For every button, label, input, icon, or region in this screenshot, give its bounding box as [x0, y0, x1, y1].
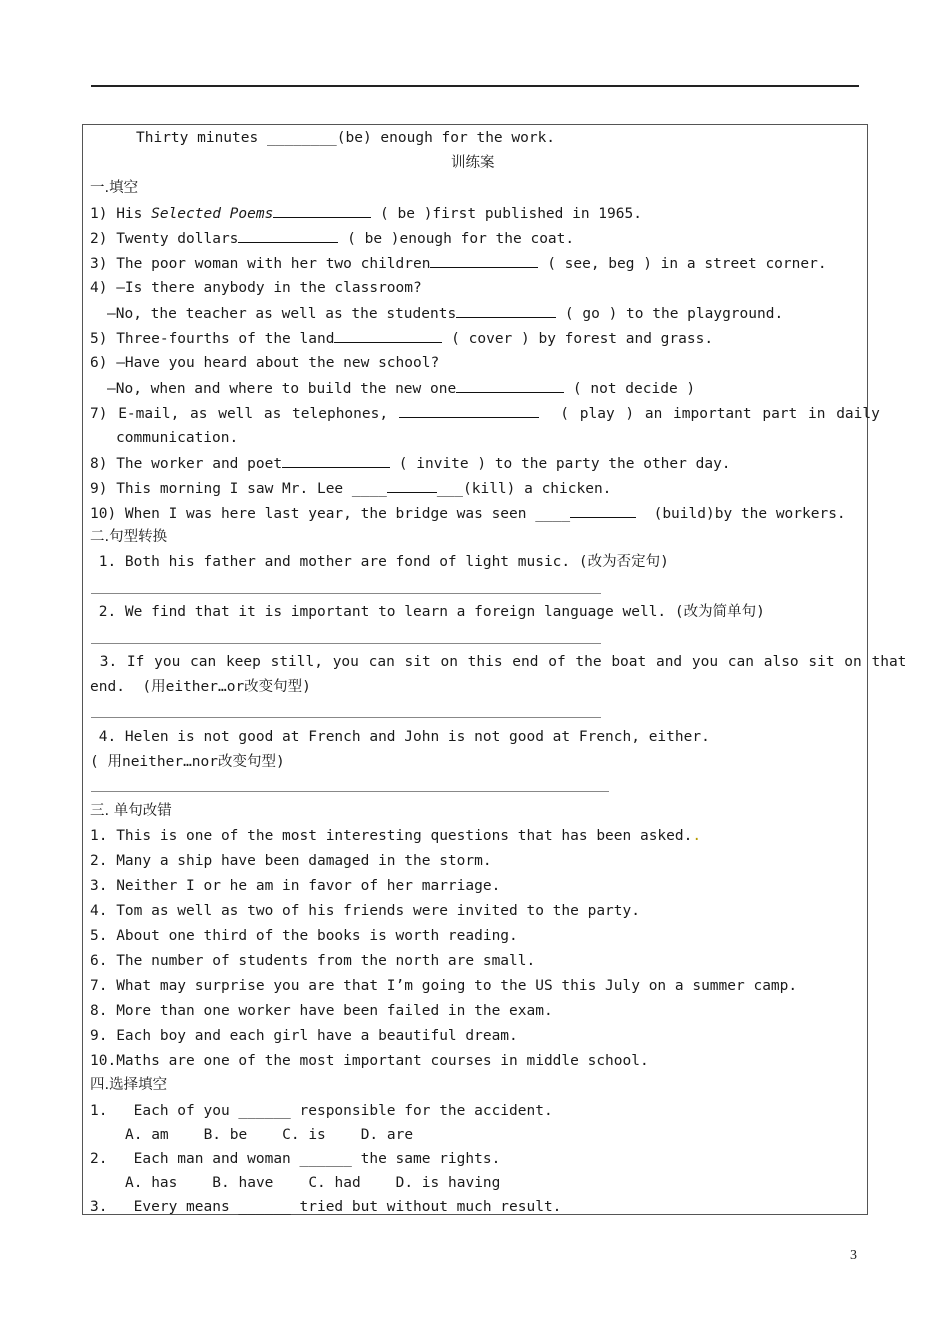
- choice-q2: 2. Each man and woman ______ the same rights.: [90, 1151, 501, 1167]
- fill-q4-question: 4) —Is there anybody in the classroom?: [90, 280, 422, 296]
- fill-q5-hint: ( cover ) by forest and grass.: [442, 331, 714, 347]
- answer-line-2[interactable]: [91, 643, 601, 644]
- fill-q4-blank[interactable]: [456, 303, 556, 318]
- fill-q9: [90, 478, 611, 499]
- fill-q2: [90, 228, 574, 249]
- fill-q8: [90, 453, 731, 474]
- correct-item-2: 2. Many a ship have been damaged in the storm.: [90, 853, 492, 869]
- fill-q4-answer: [107, 303, 783, 324]
- correct-item-4: 4. Tom as well as two of his friends were invited to the party.: [90, 903, 640, 919]
- choice-q1-options[interactable]: A. am B. be C. is D. are: [125, 1127, 414, 1143]
- fill-q3-hint: ( see, beg ) in a street corner.: [538, 256, 827, 272]
- fill-q6-text: —No, when and where to build the new one: [107, 381, 457, 397]
- correct-item-9: 9. Each boy and each girl have a beautiful dream.: [90, 1028, 518, 1044]
- fill-q4-text: —No, the teacher as well as the students: [107, 306, 457, 322]
- correct-item-6: 6. The number of students from the north are small.: [90, 953, 536, 969]
- fill-q9-hint: ___(kill) a chicken.: [436, 481, 612, 497]
- fill-q2-hint: ( be )enough for the coat.: [338, 231, 575, 247]
- transform-s3-cont: end. (用either…or改变句型): [90, 679, 311, 695]
- intro-sentence: Thirty minutes ________(be) enough for the work.: [136, 130, 556, 146]
- correct-heading: 三. 单句改错: [90, 803, 172, 819]
- fill-q3: [90, 253, 827, 274]
- fill-q2-text: 2) Twenty dollars: [90, 231, 239, 247]
- correct-item-1-text: 1. This is one of the most interesting questions that has been asked.: [90, 828, 693, 844]
- fill-q4-hint: ( go ) to the playground.: [556, 306, 784, 322]
- header-rule: [91, 85, 859, 87]
- fill-q3-text: 3) The poor woman with her two children: [90, 256, 431, 272]
- fill-q10-blank[interactable]: [570, 503, 636, 518]
- correct-item-5: 5. About one third of the books is worth reading.: [90, 928, 518, 944]
- transform-s2: 2. We find that it is important to learn a foreign language well. (改为简单句): [90, 604, 765, 620]
- choice-heading: 四.选择填空: [90, 1077, 168, 1093]
- correct-item-7: 7. What may surprise you are that I’m going to the US this July on a summer camp.: [90, 978, 798, 994]
- fill-q6-blank[interactable]: [456, 378, 564, 393]
- transform-s1: 1. Both his father and mother are fond of light music. (改为否定句): [90, 554, 669, 570]
- choice-q2-options[interactable]: A. has B. have C. had D. is having: [125, 1175, 501, 1191]
- answer-line-3[interactable]: [91, 717, 601, 718]
- fill-q6-question: 6) —Have you heard about the new school?: [90, 355, 440, 371]
- fill-q7: [90, 403, 880, 424]
- fill-q9-text: 9) This morning I saw Mr. Lee ____: [90, 481, 387, 497]
- page-number: 3: [850, 1248, 857, 1263]
- answer-line-4[interactable]: [91, 791, 609, 792]
- fill-q10-text: 10) When I was here last year, the bridge was seen ____: [90, 506, 571, 522]
- fill-q6-answer: [107, 378, 695, 399]
- answer-line-1[interactable]: [91, 593, 601, 594]
- fill-q10-hint: (build)by the workers.: [636, 506, 846, 522]
- fill-q1: [90, 203, 642, 224]
- fill-q8-text: 8) The worker and poet: [90, 456, 283, 472]
- fill-q1-blank[interactable]: [273, 203, 371, 218]
- fill-q8-hint: ( invite ) to the party the other day.: [390, 456, 731, 472]
- transform-s3: 3. If you can keep still, you can sit on this end of the boat and you can also sit on that: [90, 654, 907, 670]
- choice-q1: 1. Each of you ______ responsible for the accident.: [90, 1103, 553, 1119]
- fill-q7-hint: ( play ) an important part in daily: [560, 406, 880, 422]
- fill-heading: 一.填空: [90, 180, 139, 196]
- fill-q5-blank[interactable]: [334, 328, 442, 343]
- fill-q5: [90, 328, 713, 349]
- transform-s4: 4. Helen is not good at French and John is not good at French, either.: [90, 729, 710, 745]
- fill-q9-blank[interactable]: [387, 478, 437, 493]
- correct-item-3: 3. Neither I or he am in favor of her marriage.: [90, 878, 501, 894]
- fill-q7-text: 7) E-mail, as well as telephones,: [90, 406, 389, 422]
- fill-q1-text: 1) His: [90, 206, 152, 222]
- fill-q10: [90, 503, 846, 524]
- fill-q8-blank[interactable]: [282, 453, 390, 468]
- correct-item-8: 8. More than one worker have been failed in the exam.: [90, 1003, 553, 1019]
- fill-q1-hint: ( be )first published in 1965.: [371, 206, 642, 222]
- fill-q7-cont: communication.: [116, 430, 239, 446]
- fill-q1-title: Selected Poems: [151, 206, 274, 222]
- section-title: 训练案: [451, 155, 495, 171]
- transform-heading: 二.句型转换: [90, 529, 168, 545]
- fill-q5-text: 5) Three-fourths of the land: [90, 331, 335, 347]
- choice-q3: 3. Every means ______ tried but without much result.: [90, 1199, 562, 1215]
- fill-q6-hint: ( not decide ): [564, 381, 696, 397]
- correct-item-1: [90, 826, 701, 846]
- correct-item-1-mark: .: [692, 828, 702, 844]
- transform-s4-cont: ( 用neither…nor改变句型): [90, 754, 285, 770]
- fill-q2-blank[interactable]: [238, 228, 338, 243]
- fill-q3-blank[interactable]: [430, 253, 538, 268]
- correct-item-10: 10.Maths are one of the most important courses in middle school.: [90, 1053, 649, 1069]
- fill-q7-blank[interactable]: [399, 403, 539, 418]
